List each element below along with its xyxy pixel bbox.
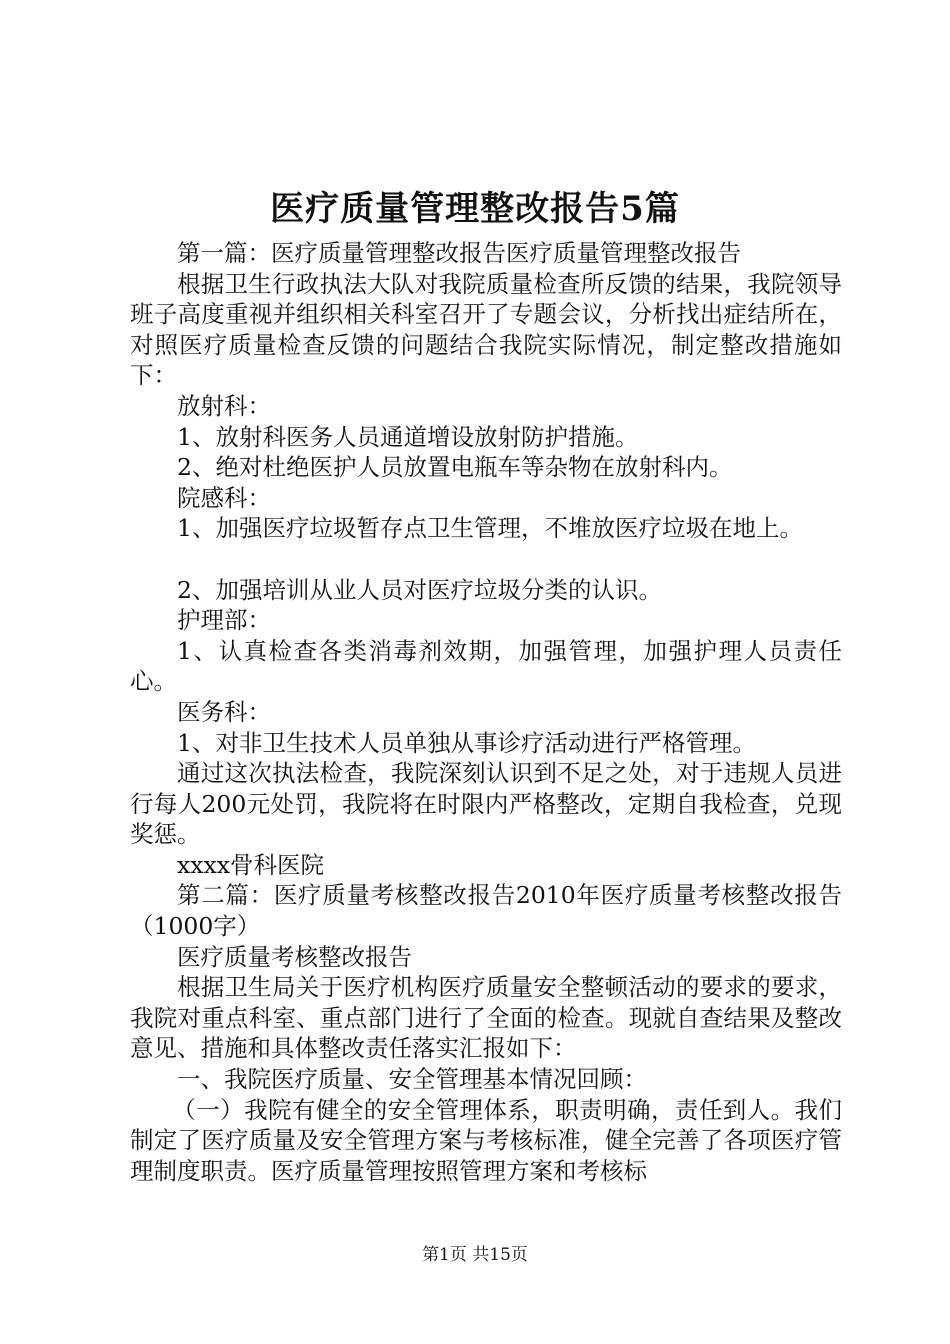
report-subtitle: 医疗质量考核整改报告 (177, 942, 412, 971)
body-paragraph: 通过这次执法检查，我院深刻认识到不足之处，对于违规人员进行每人200元处罚，我院将在时限内严格整改，定期自我检查，兑现奖惩。 (130, 759, 842, 849)
list-item: 2、加强培训从业人员对医疗垃圾分类的认识。 (177, 575, 662, 604)
department-heading: 院感科： (177, 483, 271, 512)
body-paragraph: 根据卫生局关于医疗机构医疗质量安全整顿活动的要求的要求，我院对重点科室、重点部门进行了全面的检查。现就自查结果及整改意见、措施和具体整改责任落实汇报如下： (130, 973, 842, 1063)
section-heading-2: 第二篇：医疗质量考核整改报告2010年医疗质量考核整改报告（1000字） (130, 881, 842, 941)
list-item: 2、绝对杜绝医护人员放置电瓶车等杂物在放射科内。 (177, 453, 733, 482)
blank-line (130, 544, 842, 575)
body-paragraph: （一）我院有健全的安全管理体系，职责明确，责任到人。我们制定了医疗质量及安全管理方案与考核标准，健全完善了各项医疗管理制度职责。医疗质量管理按照管理方案和考核标 (130, 1095, 842, 1185)
department-heading: 放射科： (177, 391, 271, 420)
page-footer: 第1页 共15页 (422, 1245, 528, 1265)
list-item: 1、对非卫生技术人员单独从事诊疗活动进行严格管理。 (177, 728, 756, 757)
department-heading: 护理部： (177, 606, 271, 635)
outline-heading: 一、我院医疗质量、安全管理基本情况回顾： (177, 1065, 647, 1094)
list-item: 1、放射科医务人员通道增设放射防护措施。 (177, 422, 639, 451)
list-item: 1、认真检查各类消毒剂效期，加强管理，加强护理人员责任心。 (130, 636, 842, 696)
list-item: 1、加强医疗垃圾暂存点卫生管理，不堆放医疗垃圾在地上。 (177, 514, 803, 543)
document-body (130, 238, 842, 1186)
section-heading-1: 第一篇：医疗质量管理整改报告医疗质量管理整改报告 (177, 239, 741, 267)
body-paragraph: 根据卫生行政执法大队对我院质量检查所反馈的结果，我院领导班子高度重视并组织相关科室召开了专题会议，分析找出症结所在，对照医疗质量检查反馈的问题结合我院实际情况，制定整改措施如下： (130, 269, 842, 390)
department-heading: 医务科： (177, 697, 271, 726)
signature-line: xxxx骨科医院 (177, 850, 325, 879)
document-title: 医疗质量管理整改报告5篇 (270, 189, 680, 229)
